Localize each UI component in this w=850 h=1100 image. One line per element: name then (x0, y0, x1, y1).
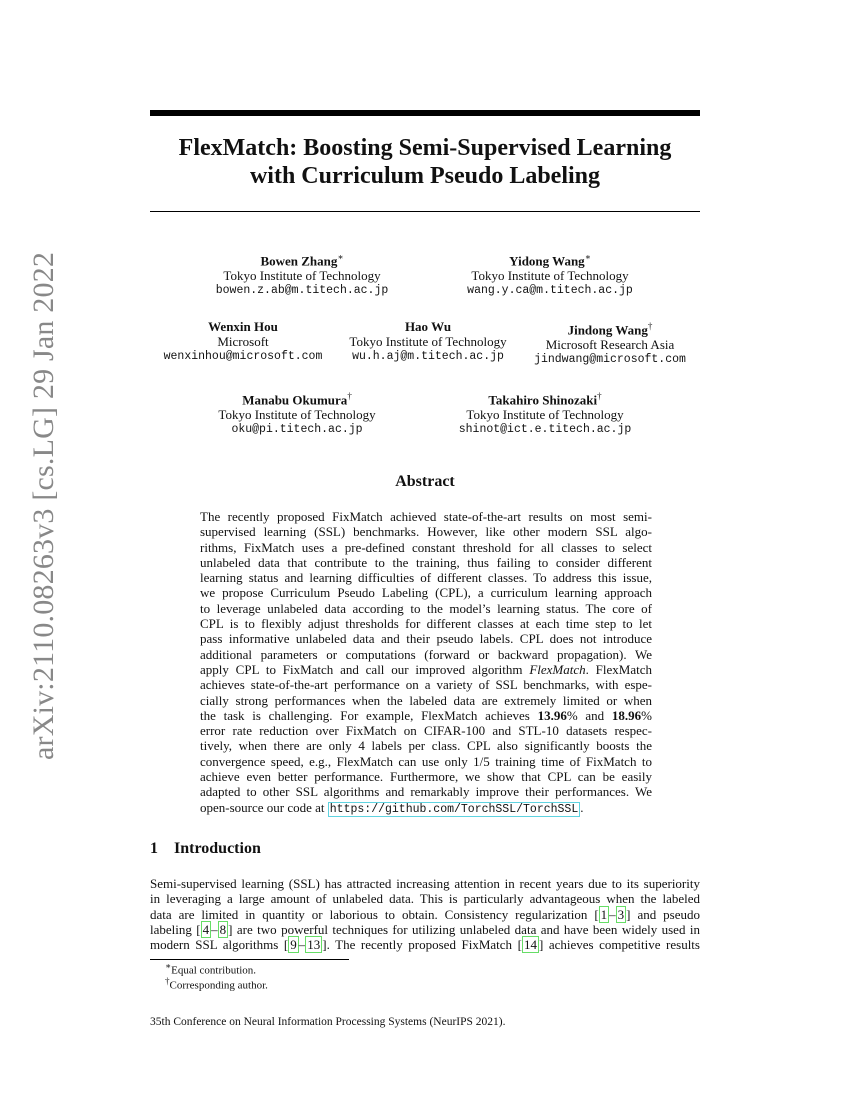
citation-bracket: ] (626, 906, 631, 922)
intro-text: labeling (150, 921, 197, 937)
citation-link[interactable]: 8 (219, 921, 227, 937)
author-mark: † (347, 391, 352, 401)
abstract-line: pass informative unlabeled data and their pseudo labels. CPL does not introduce (200, 631, 652, 647)
footnote (165, 961, 256, 977)
author-block (435, 389, 655, 437)
citation-bracket: [ (594, 906, 599, 922)
intro-paragraph (150, 876, 700, 952)
author-block (197, 250, 407, 298)
author-email[interactable]: jindwang@microsoft.com (534, 353, 686, 367)
period: . (580, 799, 584, 815)
author-block (520, 319, 700, 367)
author-block (197, 389, 397, 437)
intro-line: Semi-supervised learning (SSL) has attracted increasing attention in recent years due to its superiority (150, 876, 700, 891)
abstract-line: learning status and learning difficulties of different classes. To address this issue, (200, 570, 652, 586)
section-heading (150, 840, 261, 858)
footnote-mark: ∗ (165, 961, 172, 971)
footnote (165, 976, 268, 992)
abstract-line (200, 662, 652, 677)
author-block (338, 319, 518, 364)
citation-bracket: [ (517, 937, 522, 953)
intro-text: – (609, 906, 616, 922)
abstract-line: unlabeled data that contribute to the training, thus failing to consider different (200, 554, 652, 570)
abstract-line: rithms, FixMatch uses a pre-defined constant threshold for all classes to select (200, 539, 652, 555)
abstract-line: adapted to other SSL algorithms and remarkably improve their performances. We (200, 784, 652, 800)
abstract-line: additional parameters or computations (forward or backward propagation). We (200, 646, 652, 662)
author-affiliation: Tokyo Institute of Technology (223, 268, 381, 284)
author-name: Wenxin Hou (208, 319, 278, 334)
author-email[interactable]: shinot@ict.e.titech.ac.jp (458, 423, 632, 437)
code-link[interactable]: https://github.com/TorchSSL/TorchSSL (329, 802, 579, 816)
abstract-heading: Abstract (395, 473, 455, 490)
citation-bracket: ] (322, 937, 327, 953)
abstract-text: open-source our code at (200, 799, 325, 815)
intro-text: are two powerful techniques for utilizing unlabeled data and have been widely used in (232, 921, 700, 937)
result-value-cifar: 13.96 (537, 707, 567, 723)
author-mark: † (597, 391, 602, 401)
section-number: 1 (150, 840, 158, 857)
author-name: Bowen Zhang (260, 253, 338, 269)
author-name: Hao Wu (404, 319, 452, 334)
footnote-text: Equal contribution. (171, 964, 257, 977)
footnote-rule (150, 959, 349, 960)
author-block (153, 319, 333, 364)
author-block (445, 250, 655, 298)
footnote-text: Corresponding author. (169, 979, 268, 992)
abstract-text: the task is challenging. For example, FlexMatch achieves (200, 707, 530, 723)
intro-text: . The recently proposed FixMatch (326, 937, 518, 953)
author-email[interactable]: wang.y.ca@m.titech.ac.jp (467, 284, 633, 298)
abstract-line: to leverage unlabeled data according to the model’s learning status. The core of (200, 600, 652, 616)
paper-title (150, 134, 700, 190)
author-mark: ∗ (584, 252, 591, 262)
algorithm-name: FlexMatch (529, 661, 586, 677)
abstract-line: cially strong performances when the labeled data are extremely limited or when (200, 692, 652, 708)
abstract-text: apply CPL to FixMatch and call our improved algorithm (200, 661, 523, 677)
intro-text: and pseudo (630, 906, 700, 922)
percent-sign: % (641, 707, 652, 723)
section-title: Introduction (174, 840, 261, 857)
abstract-text: and (577, 707, 612, 723)
author-email[interactable]: oku@pi.titech.ac.jp (231, 423, 363, 437)
percent-sign: % (566, 707, 578, 723)
abstract-line: we propose Curriculum Pseudo Labeling (CPL), a curriculum learning approach (200, 585, 652, 601)
author-affiliation: Tokyo Institute of Technology (466, 407, 624, 423)
citation-link[interactable]: 13 (307, 937, 321, 953)
abstract-line: achieves state-of-the-art performance on a variety of SSL benchmarks, with espe- (200, 677, 652, 693)
abstract-line (200, 708, 652, 723)
author-affiliation: Microsoft (217, 334, 269, 349)
abstract-line: supervised learning (SSL) benchmarks. However, like other modern SSL algo- (200, 524, 652, 540)
author-mark: † (647, 321, 653, 331)
citation-bracket: ] (538, 937, 544, 953)
citation-link[interactable]: 4 (202, 921, 210, 937)
citation-link[interactable]: 1 (600, 906, 608, 922)
author-email[interactable]: bowen.z.ab@m.titech.ac.jp (215, 284, 389, 298)
intro-text: – (211, 921, 218, 937)
citation-link[interactable]: 9 (290, 937, 297, 953)
citation-link[interactable]: 14 (523, 937, 537, 953)
result-value-stl: 18.96 (611, 707, 642, 723)
author-name: Jindong Wang (567, 322, 648, 338)
abstract-line: CPL is to flexibly adjust thresholds for different classes at each time step to let (200, 616, 652, 632)
author-affiliation: Tokyo Institute of Technology (349, 334, 507, 349)
abstract-line (200, 800, 652, 817)
citation-bracket: [ (196, 921, 201, 937)
intro-text: modern SSL algorithms (150, 937, 284, 953)
abstract-line: The recently proposed FixMatch achieved state-of-the-art results on most semi- (200, 509, 652, 524)
author-name: Yidong Wang (509, 253, 585, 269)
footnote-mark: † (165, 976, 170, 986)
intro-text: – (298, 937, 306, 953)
author-name: Takahiro Shinozaki (488, 392, 598, 408)
intro-line (150, 907, 700, 922)
author-affiliation: Microsoft Research Asia (545, 337, 675, 353)
author-affiliation: Tokyo Institute of Technology (218, 407, 376, 423)
author-mark: ∗ (337, 252, 344, 262)
abstract-line: error rate reduction over FixMatch on CIFAR-100 and STL-10 datasets respec- (200, 723, 652, 739)
abstract-body (200, 509, 652, 817)
author-email[interactable]: wu.h.aj@m.titech.ac.jp (352, 350, 504, 363)
intro-line: in leveraging a large amount of unlabeled data. This is particularly advantageous when the labeled (150, 891, 700, 907)
abstract-line: convergence speed, e.g., FlexMatch can use only 1/5 training time of FixMatch to (200, 753, 652, 769)
arxiv-identifier: arXiv:2110.08263v3 [cs.LG] 29 Jan 2022 (27, 251, 60, 760)
title-line-2: with Curriculum Pseudo Labeling (249, 163, 601, 189)
citation-bracket: ] (228, 921, 233, 937)
abstract-line: tively, when there are only 4 labels per class. CPL also significantly boosts the (200, 738, 652, 754)
title-line-1: FlexMatch: Boosting Semi-Supervised Learning (178, 135, 672, 161)
intro-text: data are limited in quantity or laborious to obtain. Consistency regularization (150, 906, 595, 922)
conference-note: 35th Conference on Neural Information Processing Systems (NeurIPS 2021). (150, 1016, 506, 1028)
author-name: Manabu Okumura (242, 392, 348, 408)
intro-text: achieves competitive results (543, 937, 700, 953)
abstract-line: achieve even better performance. Furthermore, we show that CPL can be easily (200, 769, 652, 785)
author-email[interactable]: wenxinhou@microsoft.com (163, 350, 323, 363)
intro-line (150, 937, 700, 952)
title-top-rule (150, 110, 700, 116)
intro-line (150, 922, 700, 937)
citation-bracket: [ (283, 937, 289, 953)
abstract-text: . FlexMatch (585, 661, 652, 677)
author-affiliation: Tokyo Institute of Technology (471, 268, 629, 284)
title-bottom-rule (150, 211, 700, 212)
citation-link[interactable]: 3 (617, 906, 625, 922)
